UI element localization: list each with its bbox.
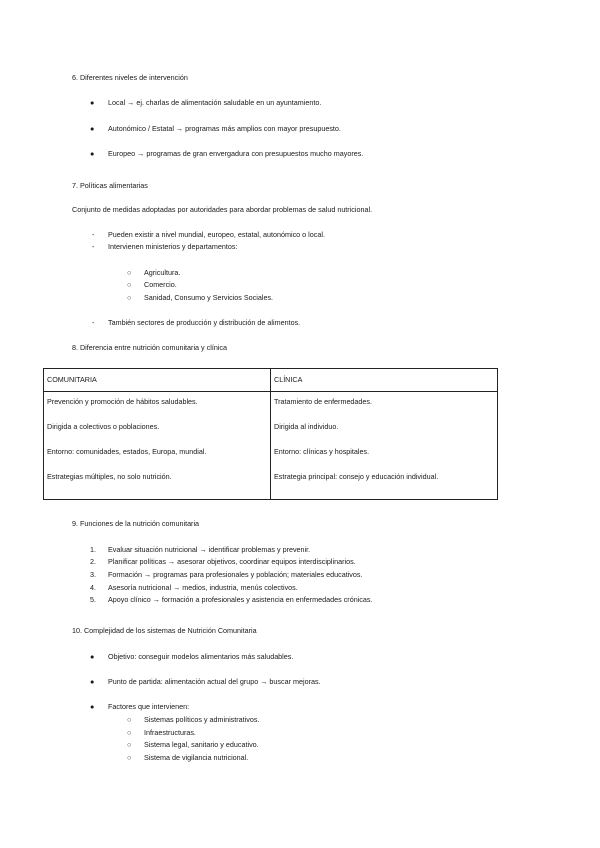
dash-icon: -	[92, 242, 95, 251]
list-number: 1.	[90, 545, 96, 554]
bullet-icon: ●	[90, 702, 95, 711]
table-header-clinica: CLÍNICA	[271, 369, 498, 392]
circle-icon: ○	[127, 268, 132, 277]
table-cell-line: Estrategia principal: consejo y educación individual.	[274, 472, 439, 481]
table-cell-comunitaria	[44, 392, 271, 500]
list-number: 2.	[90, 557, 96, 566]
list-item: Europeo → programas de gran envergadura con presupuestos mucho mayores.	[108, 149, 364, 158]
list-item: Planificar políticas → asesorar objetivos, coordinar equipos interdisciplinarios.	[108, 557, 356, 566]
list-item: Local → ej. charlas de alimentación saludable en un ayuntamiento.	[108, 98, 322, 107]
sub-list-item: Comercio.	[144, 280, 177, 289]
list-item: Pueden existir a nivel mundial, europeo, estatal, autonómico o local.	[108, 230, 325, 239]
table-cell-line: Dirigida a colectivos o poblaciones.	[47, 422, 160, 431]
circle-icon: ○	[127, 280, 132, 289]
table-cell-line: Tratamiento de enfermedades.	[274, 397, 373, 406]
dash-icon: -	[92, 230, 95, 239]
table-cell-line: Dirigida al individuo.	[274, 422, 339, 431]
sub-list-item: Sistema legal, sanitario y educativo.	[144, 740, 259, 749]
bullet-icon: ●	[90, 652, 95, 661]
circle-icon: ○	[127, 740, 132, 749]
table-cell-clinica	[271, 392, 498, 500]
table-cell-line: Entorno: clínicas y hospitales.	[274, 447, 370, 456]
list-item: Intervienen ministerios y departamentos:	[108, 242, 238, 251]
sub-list-item: Sistema de vigilancia nutricional.	[144, 753, 249, 762]
list-item: Autonómico / Estatal → programas más amplios con mayor presupuesto.	[108, 124, 341, 133]
list-item: Objetivo: conseguir modelos alimentarios más saludables.	[108, 652, 294, 661]
table-cell-line: Prevención y promoción de hábitos saludables.	[47, 397, 198, 406]
list-item: Evaluar situación nutricional → identificar problemas y prevenir.	[108, 545, 311, 554]
section-8-title: 8. Diferencia entre nutrición comunitaria y clínica	[72, 343, 228, 352]
section-6-title: 6. Diferentes niveles de intervención	[72, 73, 188, 82]
section-10-title: 10. Complejidad de los sistemas de Nutrición Comunitaria	[72, 626, 257, 635]
list-item: Asesoría nutricional → medios, industria, menús colectivos.	[108, 583, 298, 592]
circle-icon: ○	[127, 753, 132, 762]
list-item: Apoyo clínico → formación a profesionales y asistencia en enfermedades crónicas.	[108, 595, 373, 604]
comparison-table	[43, 368, 498, 500]
list-number: 5.	[90, 595, 96, 604]
sub-list-item: Sanidad, Consumo y Servicios Sociales.	[144, 293, 274, 302]
bullet-icon: ●	[90, 677, 95, 686]
list-item: También sectores de producción y distribución de alimentos.	[108, 318, 301, 327]
table-header-comunitaria: COMUNITARIA	[44, 369, 271, 392]
circle-icon: ○	[127, 293, 132, 302]
list-item: Punto de partida: alimentación actual del grupo → buscar mejoras.	[108, 677, 321, 686]
list-item: Formación → programas para profesionales y población; materiales educativos.	[108, 570, 363, 579]
sub-list-item: Agricultura.	[144, 268, 181, 277]
table-header-row	[44, 369, 498, 392]
dash-icon: -	[92, 318, 95, 327]
table-cell-line: Estrategias múltiples, no solo nutrición.	[47, 472, 172, 481]
circle-icon: ○	[127, 728, 132, 737]
section-9-title: 9. Funciones de la nutrición comunitaria	[72, 519, 200, 528]
table-cell-line: Entorno: comunidades, estados, Europa, mundial.	[47, 447, 207, 456]
list-number: 3.	[90, 570, 96, 579]
sub-list-item: Infraestructuras.	[144, 728, 196, 737]
list-item: Factores que intervienen:	[108, 702, 190, 711]
list-number: 4.	[90, 583, 96, 592]
bullet-icon: ●	[90, 124, 95, 133]
section-7-title: 7. Políticas alimentarias	[72, 181, 148, 190]
section-7-intro: Conjunto de medidas adoptadas por autoridades para abordar problemas de salud nutricional.	[72, 205, 373, 214]
circle-icon: ○	[127, 715, 132, 724]
sub-list-item: Sistemas políticos y administrativos.	[144, 715, 260, 724]
table-row	[44, 392, 498, 500]
bullet-icon: ●	[90, 98, 95, 107]
bullet-icon: ●	[90, 149, 95, 158]
